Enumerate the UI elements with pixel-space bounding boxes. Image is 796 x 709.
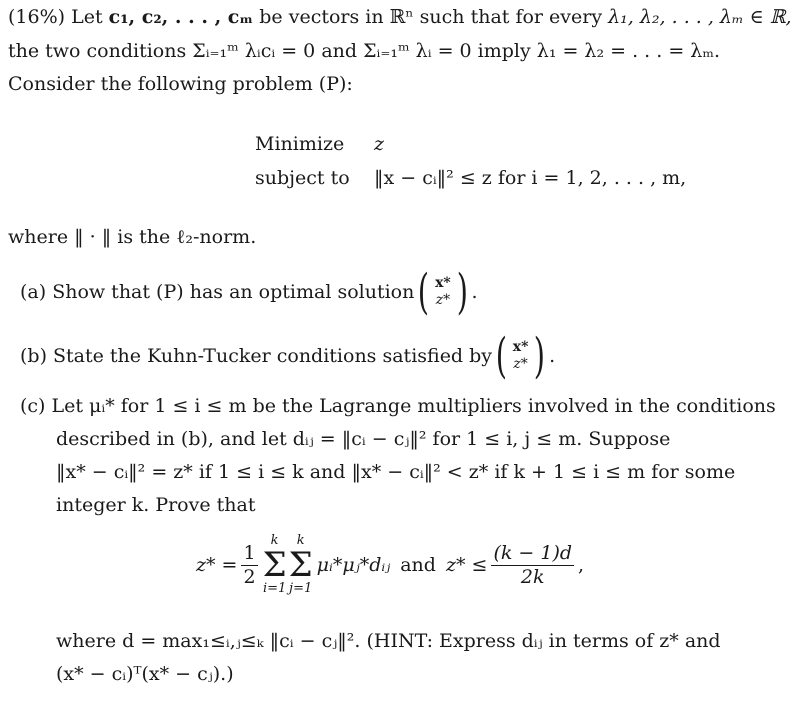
part-c-line-3: ‖x* − cᵢ‖² = z* if 1 ≤ i ≤ k and ‖x* − cᵢ‖² < z* if k + 1 ≤ i ≤ m for some — [56, 461, 736, 483]
bound-num: (k − 1)d — [493, 542, 573, 564]
part-a: (a) Show that (P) has an optimal solution ( x* z* ) . — [20, 264, 478, 320]
closing-line-1: where d = max₁≤ᵢ,ⱼ≤ₖ ‖cᵢ − cⱼ‖². (HINT: Express dᵢⱼ in terms of z* and — [56, 630, 721, 652]
intro-line-1 — [8, 4, 792, 31]
sum-j: k Σ j=1 — [288, 533, 313, 597]
sum-i: k Σ i=1 — [262, 533, 287, 597]
sum-j-lower: j=1 — [289, 581, 313, 597]
intro-line-3: Consider the following problem (P): — [8, 73, 353, 95]
vector-top: x* — [435, 275, 451, 292]
part-b-text: (b) State the Kuhn-Tucker conditions satisfied by — [20, 344, 493, 367]
intro-prefix: (16%) Let — [8, 6, 103, 28]
intro-line-2: the two conditions Σᵢ₌₁ᵐ λᵢcᵢ = 0 and Σᵢ₌₁ᵐ λᵢ = 0 imply λ₁ = λ₂ = . . . = λₘ. — [8, 40, 721, 62]
sum-j-upper: k — [296, 533, 305, 548]
norm-note: where ‖ · ‖ is the ℓ₂-norm. — [8, 226, 257, 248]
half-num: 1 — [243, 542, 256, 564]
vector-bottom: z* — [435, 292, 451, 308]
summand: μᵢ*μⱼ*dᵢⱼ — [316, 554, 391, 576]
sum-i-upper: k — [270, 533, 279, 548]
part-c-line-2: described in (b), and let dᵢⱼ = ‖cᵢ − cⱼ‖² for 1 ≤ i, j ≤ m. Suppose — [56, 428, 671, 450]
intro-mid: be vectors in ℝⁿ such that for every — [259, 6, 603, 28]
constraint-label: subject to — [255, 167, 350, 189]
half-den: 2 — [243, 565, 256, 588]
part-c-line-4: integer k. Prove that — [56, 494, 256, 516]
formula-and: and — [400, 554, 436, 576]
constraint-expr: ‖x − cᵢ‖² ≤ z for i = 1, 2, . . . , m, — [374, 167, 687, 189]
vector-top: x* — [512, 339, 529, 356]
objective-label: Minimize — [255, 133, 345, 155]
intro-lambdas: λ₁, λ₂, . . . , λₘ ∈ ℝ, — [608, 6, 792, 28]
closing-line-2: (x* − cᵢ)ᵀ(x* − cⱼ).) — [56, 663, 234, 685]
bound-fraction — [491, 542, 574, 589]
part-b: (b) State the Kuhn-Tucker conditions satisfied by ( x* z* ) . — [20, 328, 556, 384]
display-formula — [196, 534, 584, 597]
sum-i-lower: i=1 — [262, 581, 287, 597]
bound-den: 2k — [520, 565, 545, 588]
part-c-line-1: (c) Let μᵢ* for 1 ≤ i ≤ m be the Lagrange multipliers involved in the conditions — [20, 395, 776, 417]
formula-rhs-lhs: z* ≤ — [445, 554, 488, 576]
optimal-solution-vector: ( x* z* ) — [418, 264, 468, 320]
kkt-solution-vector: ( x* z* ) — [495, 328, 546, 384]
objective-expr: z — [374, 133, 385, 155]
half-fraction — [241, 542, 257, 589]
vector-bottom: z* — [513, 356, 528, 372]
part-a-text: (a) Show that (P) has an optimal solution — [20, 280, 415, 303]
intro-vectors: c₁, c₂, . . . , cₘ — [108, 6, 254, 28]
formula-comma: , — [578, 554, 585, 576]
formula-lhs: z* = — [196, 554, 238, 576]
